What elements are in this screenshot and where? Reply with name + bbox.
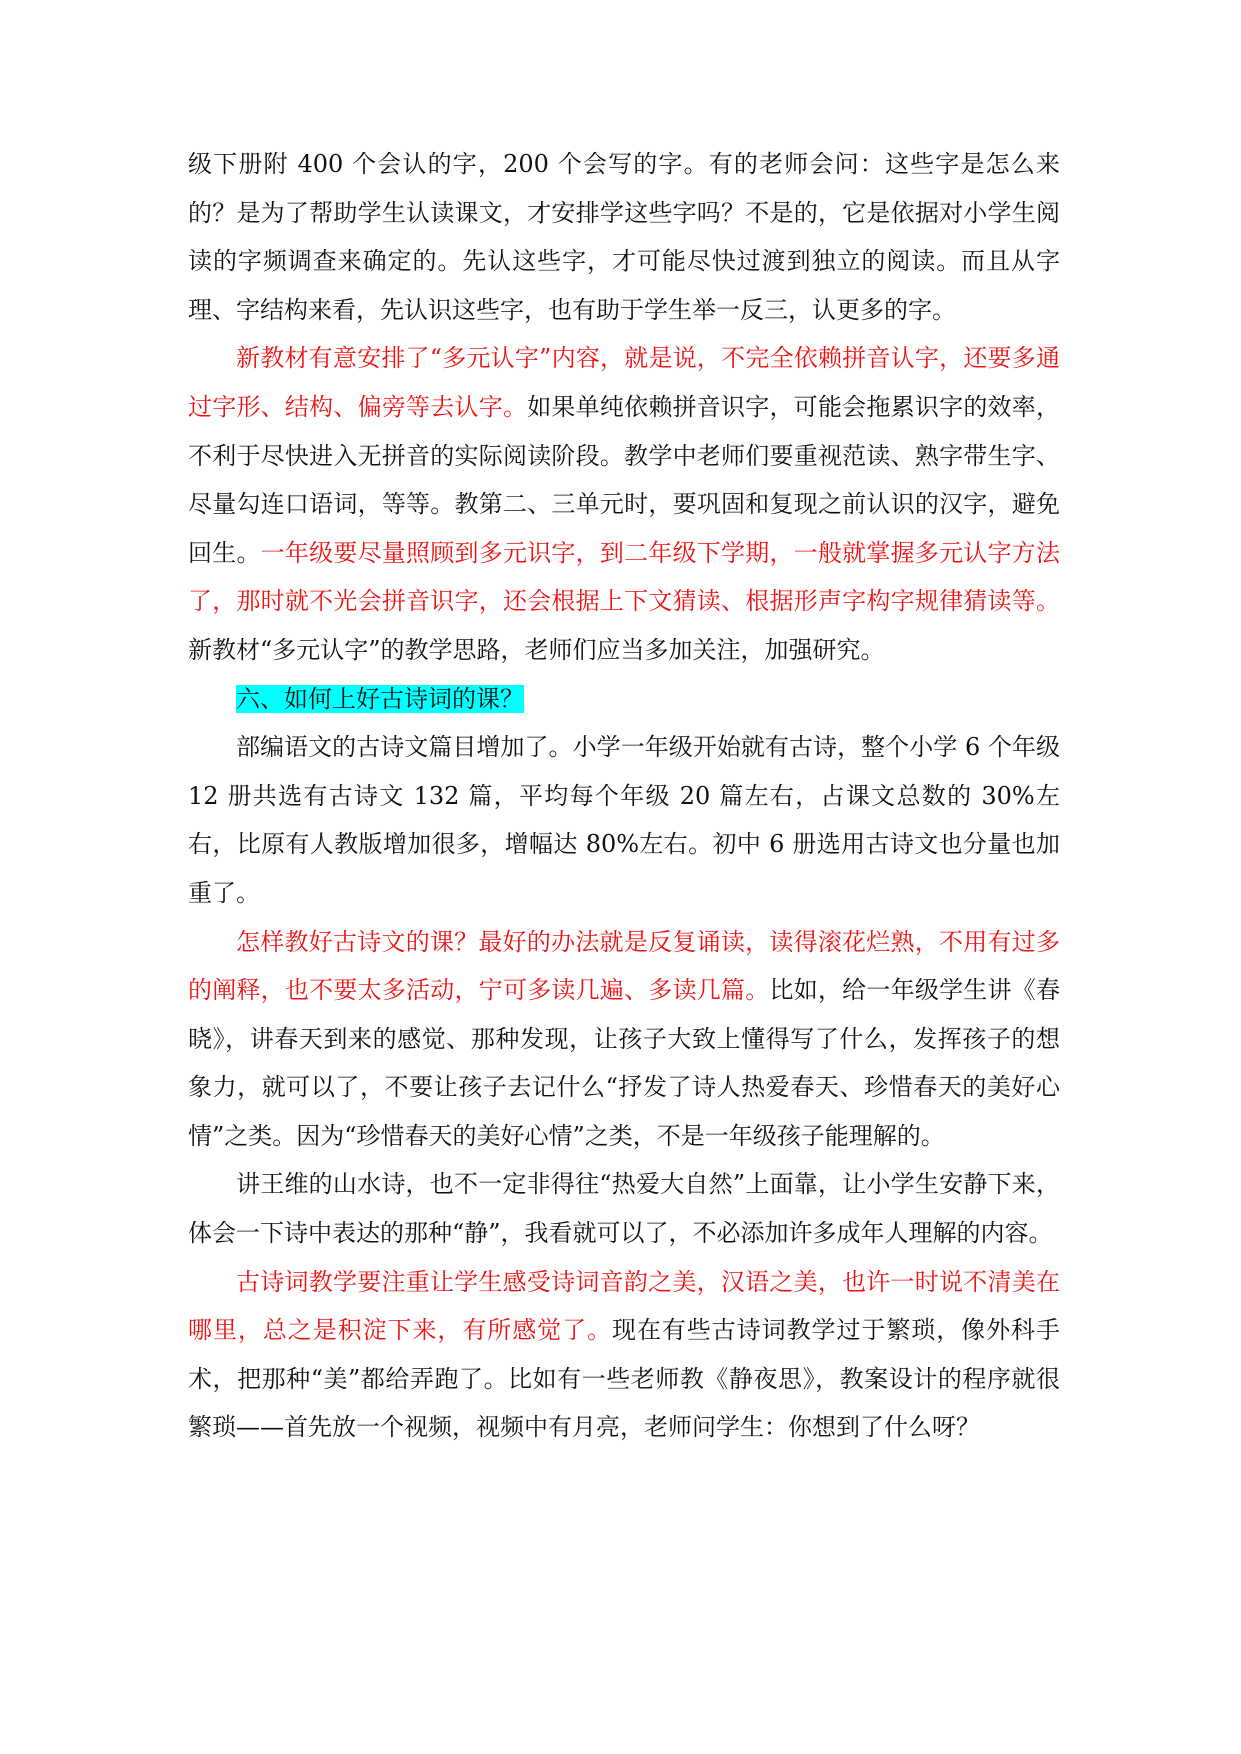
text-segment: 现在有些古诗词教学过于繁琐，像外科手术，把那种“美”都给弄跑了。比如有一些老师教《静夜思》，教案设计的程序就很繁琐——首先放一个视频，视频中有月亮，老师问学生：你想到了什么呀？ (188, 1316, 1060, 1442)
emphasis-text: 怎样教好古诗文的课？最好的办法就是反复诵读，读得滚花烂熟，不用有过多的阐释，也不要太多活动，宁可多读几遍、多读几篇。 (188, 927, 1060, 1005)
paragraph-6 (188, 1160, 1060, 1257)
section-heading (188, 675, 1060, 724)
paragraph-5 (188, 918, 1060, 1161)
paragraph-2 (188, 334, 1060, 674)
text-segment: 部编语文的古诗文篇目增加了。小学一年级开始就有古诗，整个小学 6 个年级 12 册共选有古诗文 132 篇，平均每个年级 20 篇左右，占课文总数的 30%左右，比原有人教版增加很多，增幅达 80%左右。初中 6 册选用古诗文也分量也加重了。 (188, 733, 1060, 907)
text-segment: 讲王维的山水诗，也不一定非得往“热爱大自然”上面靠，让小学生安静下来，体会一下诗中表达的那种“静”，我看就可以了，不必添加许多成年人理解的内容。 (188, 1170, 1060, 1248)
text-segment: 级下册附 400 个会认的字，200 个会写的字。有的老师会问：这些字是怎么来的？是为了帮助学生认读课文，才安排学这些字吗？不是的，它是依据对小学生阅读的字频调查来确定的。先认这些字，才可能尽快过渡到独立的阅读。而且从字理、字结构来看，先认识这些字，也有助于学生举一反三，认更多的字。 (188, 150, 1060, 324)
highlighted-heading-text: 六、如何上好古诗词的课？ (236, 684, 524, 713)
emphasis-text: 古诗词教学要注重让学生感受诗词音韵之美，汉语之美，也许一时说不清美在哪里，总之是积淀下来，有所感觉了。 (188, 1267, 1060, 1345)
paragraph-4 (188, 723, 1060, 917)
text-segment: 如果单纯依赖拼音识字，可能会拖累识字的效率，不利于尽快进入无拼音的实际阅读阶段。教学中老师们要重视范读、熟字带生字、尽量勾连口语词，等等。教第二、三单元时，要巩固和复现之前认识的汉字，避免回生。 (188, 392, 1061, 567)
paragraph-1 (188, 140, 1060, 334)
emphasis-text: 一年级要尽量照顾到多元识字，到二年级下学期，一般就掌握多元认字方法了，那时就不光会拼音识字，还会根据上下文猜读、根据形声字构字规律猜读等。 (188, 538, 1060, 616)
document-page (188, 140, 1060, 1452)
text-segment: 新教材“多元认字”的教学思路，老师们应当多加关注，加强研究。 (188, 635, 885, 664)
paragraph-7 (188, 1258, 1060, 1452)
emphasis-text: 新教材有意安排了“多元认字”内容，就是说，不完全依赖拼音认字，还要多通过字形、结构、偏旁等去认字。 (188, 344, 1060, 421)
text-segment: 比如，给一年级学生讲《春晓》，讲春天到来的感觉、那种发现，让孩子大致上懂得写了什么，发挥孩子的想象力，就可以了，不要让孩子去记什么“抒发了诗人热爱春天、珍惜春天的美好心情”之类。因为“珍惜春天的美好心情”之类，不是一年级孩子能理解的。 (188, 976, 1060, 1150)
